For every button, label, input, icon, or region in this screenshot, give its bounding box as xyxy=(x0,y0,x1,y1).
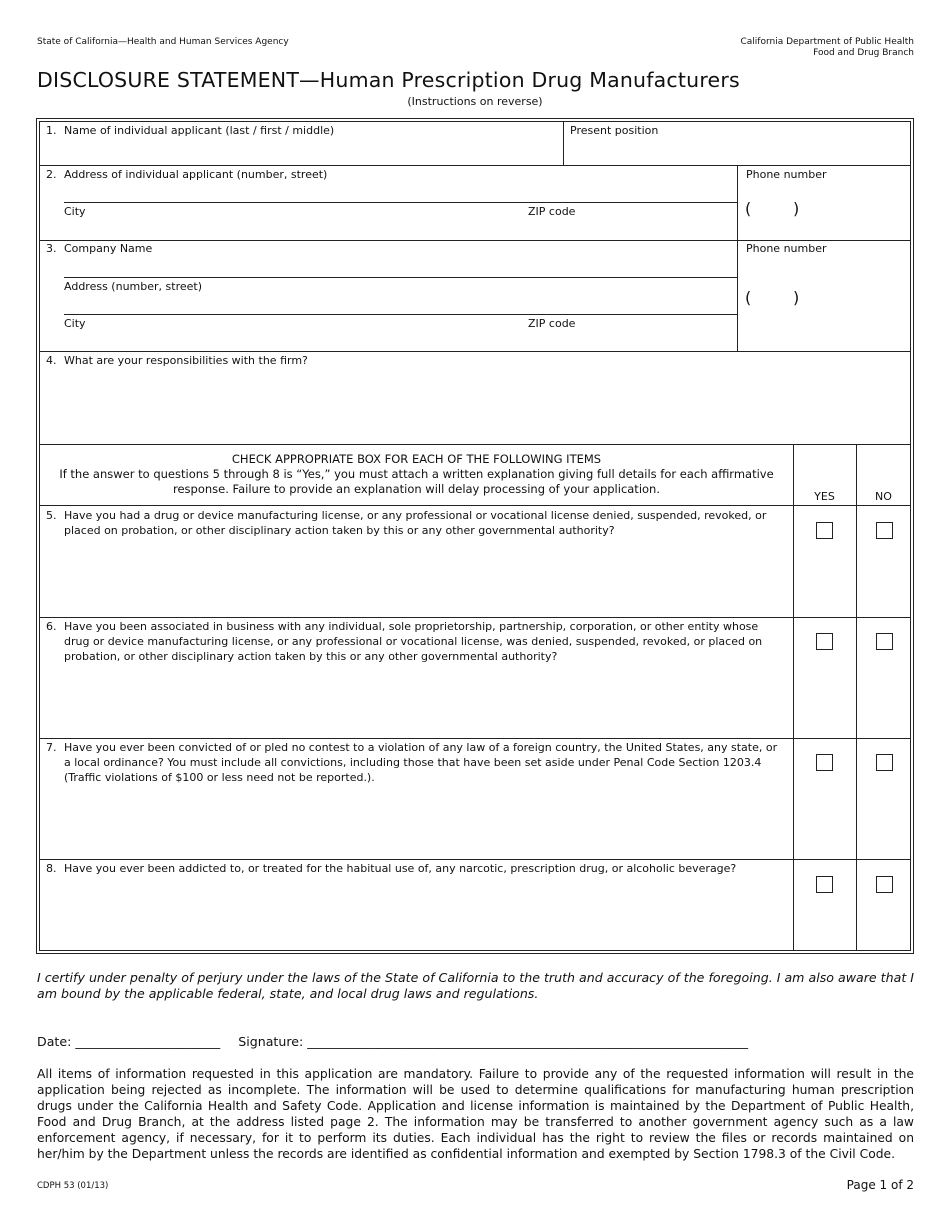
company-phone-area-close: ) xyxy=(793,288,800,307)
question-7-no-checkbox[interactable] xyxy=(876,754,893,771)
question-8-text: Have you ever been addicted to, or treated for the habitual use of, any narcotic, prescription drug, or alcoholic beverage? xyxy=(64,862,737,875)
company-city-field[interactable] xyxy=(64,331,519,349)
checklist-instruction: If the answer to questions 5 through 8 is “Yes,” you must attach a written explanation giving full details for each affirmative response. Failure to provide an explanation will delay processing of your application. xyxy=(59,467,774,496)
question-5-text: Have you had a drug or device manufacturing license, or any professional or vocational license denied, suspended, revoked, or placed on probation, or other disciplinary action taken by this or any other governmental authority? xyxy=(64,509,767,537)
checklist-header xyxy=(44,452,789,497)
applicant-name-label: Name of individual applicant (last / first / middle) xyxy=(64,124,335,137)
agency-name: State of California—Health and Human Services Agency xyxy=(37,37,289,47)
applicant-phone-area-open: ( xyxy=(745,199,752,218)
form-title: DISCLOSURE STATEMENT—Human Prescription Drug Manufacturers xyxy=(37,68,740,92)
company-name-field[interactable] xyxy=(64,257,734,275)
question-5-yes-checkbox[interactable] xyxy=(816,522,833,539)
question-7-text: Have you ever been convicted of or pled no contest to a violation of any law of a foreign country, the United States, any state, or a local ordinance? You must include all convictions, including those that have been set aside under Penal Code Section 1203.4 (Traffic violations of $100 or less need not be reported.). xyxy=(64,741,778,784)
applicant-name-field[interactable] xyxy=(64,140,556,162)
date-label: Date: xyxy=(37,1034,72,1049)
applicant-city-label: City xyxy=(64,205,86,218)
row-divider-4 xyxy=(39,444,911,445)
department-block xyxy=(740,37,914,59)
yes-column-label: YES xyxy=(814,490,835,503)
company-city-label: City xyxy=(64,317,86,330)
form-subtitle: (Instructions on reverse) xyxy=(407,95,543,108)
question-7-number: 7. xyxy=(46,741,57,754)
question-6-number: 6. xyxy=(46,620,57,633)
signature-label: Signature: xyxy=(238,1034,304,1049)
form-number: CDPH 53 (01/13) xyxy=(37,1181,109,1191)
question-6-no-checkbox[interactable] xyxy=(876,633,893,650)
page-number: Page 1 of 2 xyxy=(846,1178,914,1192)
row-divider-7 xyxy=(39,738,911,739)
company-address-underline xyxy=(64,314,737,315)
section1-number: 1. xyxy=(46,124,57,137)
row-divider-5 xyxy=(39,505,911,506)
company-address-label: Address (number, street) xyxy=(64,280,202,293)
no-column-label: NO xyxy=(875,490,892,503)
privacy-notice: All items of information requested in this application are mandatory. Failure to provide any of the requested information will result in the application being rejected as incomplete. The information will be used to determine qualifications for manufacturing human prescription drugs under the California Health and Safety Code. Application and license information is maintained by the Department of Public Health, Food and Drug Branch, at the address listed page 2. The information may be transferred to another government agency such as a law enforcement agency, if necessary, for it to perform its duties. Each individual has the right to review the files or records maintained on her/him by the Department unless the records are identified as confidential information and exempted by Section 1798.3 of the Civil Code. xyxy=(37,1067,914,1161)
responsibilities-label: What are your responsibilities with the firm? xyxy=(64,354,308,367)
section2-number: 2. xyxy=(46,168,57,181)
company-address-field[interactable] xyxy=(64,294,734,312)
question-6-text: Have you been associated in business with any individual, sole proprietorship, partnership, corporation, or other entity whose drug or device manufacturing license, or any professional or vocational license, was denied, suspended, revoked, or placed on probation, or other disciplinary action taken by this or any other governmental authority? xyxy=(64,620,763,663)
company-phone-area-open: ( xyxy=(745,288,752,307)
company-name-label: Company Name xyxy=(64,242,153,255)
company-zip-label: ZIP code xyxy=(528,317,576,330)
question-5-no-checkbox[interactable] xyxy=(876,522,893,539)
applicant-phone-label: Phone number xyxy=(746,168,827,181)
certification-statement: I certify under penalty of perjury under the laws of the State of California to the truth and accuracy of the foregoing. I am also aware that I am bound by the applicable federal, state, and local drug laws and regulations. xyxy=(37,970,914,1001)
phone-column-divider xyxy=(737,165,738,351)
question-7-yes-checkbox[interactable] xyxy=(816,754,833,771)
applicant-address-label: Address of individual applicant (number, street) xyxy=(64,168,328,181)
branch-name: Food and Drug Branch xyxy=(813,48,914,58)
checklist-heading: CHECK APPROPRIATE BOX FOR EACH OF THE FOLLOWING ITEMS xyxy=(231,452,602,466)
applicant-phone-field[interactable] xyxy=(755,199,903,221)
company-name-underline xyxy=(64,277,737,278)
applicant-zip-label: ZIP code xyxy=(528,205,576,218)
company-phone-label: Phone number xyxy=(746,242,827,255)
yes-column-divider xyxy=(793,444,794,951)
signature-field[interactable]: ______________________________________________________________________ xyxy=(307,1034,749,1049)
date-field[interactable]: _______________________ xyxy=(75,1034,221,1049)
row-divider-6 xyxy=(39,617,911,618)
present-position-label: Present position xyxy=(570,124,659,137)
row-divider-1 xyxy=(39,165,911,166)
section3-number: 3. xyxy=(46,242,57,255)
signature-line-row xyxy=(37,1034,748,1049)
question-5-number: 5. xyxy=(46,509,57,522)
applicant-address-field[interactable] xyxy=(64,183,734,201)
question-8-no-checkbox[interactable] xyxy=(876,876,893,893)
question-8-number: 8. xyxy=(46,862,57,875)
responsibilities-field[interactable] xyxy=(64,370,904,440)
company-zip-field[interactable] xyxy=(528,331,733,349)
row-divider-8 xyxy=(39,859,911,860)
section1-column-divider xyxy=(563,121,564,165)
applicant-phone-area-close: ) xyxy=(793,199,800,218)
row-divider-3 xyxy=(39,351,911,352)
applicant-address-underline xyxy=(64,202,737,203)
applicant-zip-field[interactable] xyxy=(528,219,733,237)
present-position-field[interactable] xyxy=(570,140,904,162)
applicant-city-field[interactable] xyxy=(64,219,519,237)
question-8-yes-checkbox[interactable] xyxy=(816,876,833,893)
row-divider-2 xyxy=(39,240,911,241)
company-phone-field[interactable] xyxy=(755,288,903,310)
department-name: California Department of Public Health xyxy=(740,37,914,47)
section4-number: 4. xyxy=(46,354,57,367)
no-column-divider xyxy=(856,444,857,951)
question-6-yes-checkbox[interactable] xyxy=(816,633,833,650)
